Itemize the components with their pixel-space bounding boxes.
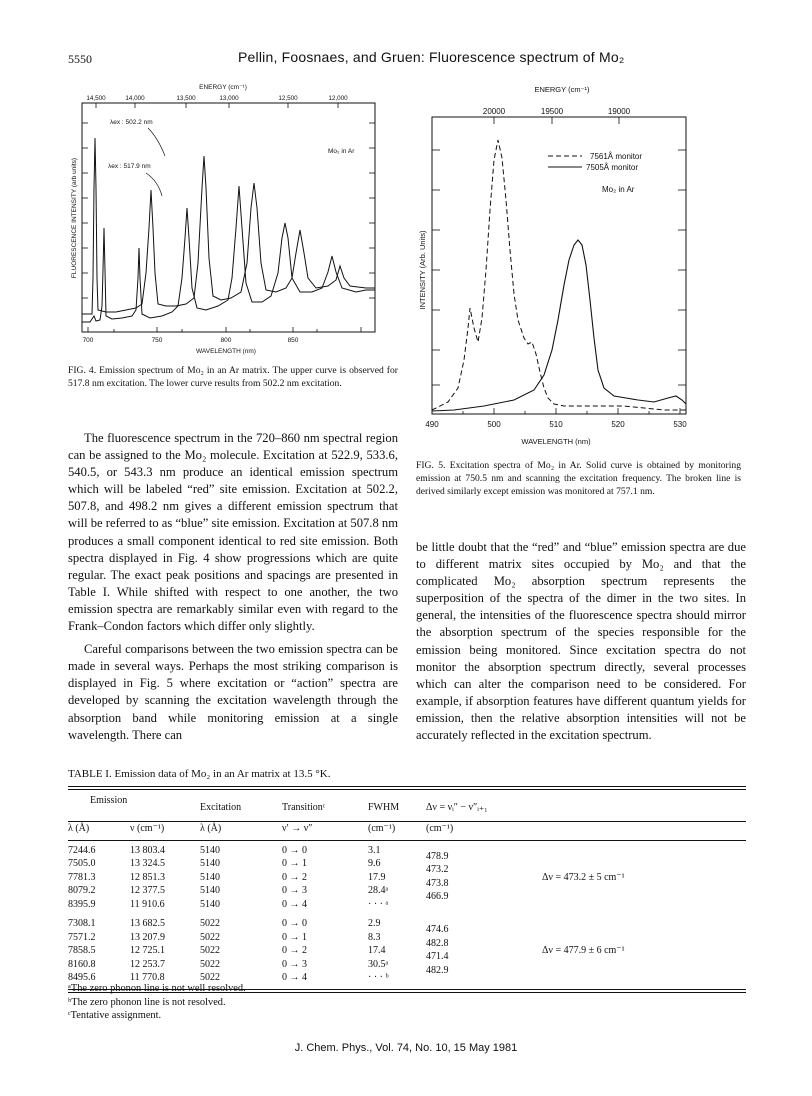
col-header-lambda: λ (Å)	[68, 823, 90, 835]
fig5-x-axis-label: WAVELENGTH (nm)	[521, 437, 591, 446]
col-header-fwhm: FWHM	[368, 802, 400, 813]
table-row: 7781.3 12 851.3 5140 0 → 2 17.9	[68, 871, 386, 883]
journal-footer: J. Chem. Phys., Vol. 74, No. 10, 15 May 1981	[294, 1042, 518, 1054]
fig5-top-tick: 19500	[540, 107, 564, 116]
average-spacing: Δν = 473.2 ± 5 cm⁻¹	[542, 871, 625, 883]
fig4-caption: FIG. 4. Emission spectrum of Mo₂ in an Ar matrix. The upper curve is observed for 517.8 nm excitation. The lower curve results from 502.2 nm excitation.	[68, 365, 398, 390]
right-column-text	[416, 539, 746, 750]
emission-group-2	[68, 917, 746, 985]
fig4-annotation-lower: λex : 517.9 nm	[108, 163, 151, 170]
col-header-excitation-unit: λ (Å)	[200, 823, 222, 835]
table-rule-top	[68, 786, 746, 787]
fig5-legend-solid: 7505Å monitor	[586, 163, 639, 172]
fig5-matrix-label: Mo₂ in Ar	[602, 185, 635, 194]
left-column-text	[68, 430, 398, 750]
footnote-b: ᵇThe zero phonon line is not resolved.	[68, 996, 226, 1008]
fig4-top-tick: 13,000	[219, 95, 239, 102]
paragraph: The fluorescence spectrum in the 720–860 nm spectral region can be assigned to the Mo₂ molecule. Excitation at 522.9, 533.6, 540.5, or 543.3 nm produce an identical emission spectrum which will be labeled “red” site emission. Excitation at 502.2, 507.8, and 498.2 nm gives a different emission spectrum that will be referred to as “blue” site emission. Excitation at 507.8 nm produces a small component identical to red site emission. Both spectra displayed in Fig. 4 show progressions which are quite regular. The exact peak positions and spacings are presented in Table I. While shifted with respect to one another, the two emission spectra are remarkably similar even with regard to the Frank–Condon factors which differ only slightly.	[68, 431, 398, 634]
fig5-bottom-tick: 520	[611, 420, 625, 429]
fig4-x-axis-label: WAVELENGTH (nm)	[196, 348, 256, 355]
col-header-transition-sub: ν′ → ν″	[282, 823, 313, 835]
fig4-annotation-arrow	[148, 128, 165, 156]
fig5-solid-curve	[432, 240, 686, 411]
table-row: 7244.6 13 803.4 5140 0 → 0 3.1 478.9 473.2 473.8 466.9 Δν = 473.2 ± 5 cm⁻¹	[68, 844, 625, 902]
col-header-fwhm-unit: (cm⁻¹)	[368, 823, 396, 835]
emission-group-1	[68, 844, 746, 912]
fig5-bottom-tick: 530	[673, 420, 687, 429]
figure-4	[66, 78, 396, 363]
col-header-emission: Emission	[90, 795, 128, 807]
col-header-delta-nu: Δν = νᵢ″ − ν″ᵢ₊₁	[426, 802, 488, 813]
fig5-caption: FIG. 5. Excitation spectra of Mo₂ in Ar. Solid curve is obtained by monitoring emission at 750.5 nm and scanning the excitation frequency. The broken line is derived similarly except emission was monitored at 757.1 nm.	[416, 460, 741, 498]
page-number: 5550	[68, 52, 92, 66]
table-row: 8395.9 11 910.6 5140 0 → 4 · · · ᵃ	[68, 898, 389, 910]
spacing-value: 474.6	[426, 924, 449, 935]
spacing-value: 473.2	[426, 864, 449, 875]
fig5-bottom-tick: 490	[425, 420, 439, 429]
fig4-bottom-tick: 800	[220, 337, 232, 344]
fig5-y-axis-label: INTENSITY (Arb. Units)	[418, 230, 427, 310]
fig4-bottom-tick: 850	[287, 337, 299, 344]
table-footnotes	[68, 982, 468, 1023]
fig5-top-axis-label: ENERGY (cm⁻¹)	[534, 85, 590, 94]
table-row: 7308.1 13 682.5 5022 0 → 0 2.9 474.6 482.8 471.4 482.9 Δν = 477.9 ± 6 cm⁻¹	[68, 918, 625, 976]
table-rule-top	[68, 789, 746, 790]
col-header-transition: Transitionᶜ	[282, 802, 326, 813]
fig5-plot-frame	[432, 117, 686, 414]
fig4-matrix-label: Mo₂ in Ar	[328, 148, 355, 155]
figure-5	[414, 80, 704, 450]
fig4-annotation-upper: λex : 502.2 nm	[110, 119, 153, 126]
running-title: Pellin, Foosnaes, and Gruen: Fluorescence spectrum of Mo₂	[238, 49, 625, 65]
fig4-top-tick: 14,000	[125, 95, 145, 102]
col-header-delta-nu-unit: (cm⁻¹)	[426, 823, 454, 835]
fig4-top-tick: 12,000	[328, 95, 348, 102]
table-i	[68, 786, 746, 993]
fig4-top-tick: 14,500	[86, 95, 106, 102]
fig4-bottom-tick: 700	[82, 337, 94, 344]
footnote-a: ᵃThe zero phonon line is not well resolved.	[68, 983, 246, 994]
fig5-dashed-curve	[432, 140, 686, 410]
fig5-legend-dashed: 7561Å monitor	[590, 152, 643, 161]
col-header-excitation: Excitation	[200, 802, 242, 813]
fig5-top-tick: 19000	[607, 107, 631, 116]
spacing-value: 473.8	[426, 877, 449, 889]
table-row: 7571.2 13 207.9 5022 0 → 1 8.3	[68, 931, 381, 943]
fig4-top-tick: 12,500	[278, 95, 298, 102]
table-row: 7858.5 12 725.1 5022 0 → 2 17.4	[68, 945, 386, 957]
spacing-value: 482.8	[426, 937, 449, 949]
fig5-top-tick: 20000	[482, 107, 506, 116]
col-header-nu: ν (cm⁻¹)	[130, 823, 165, 835]
emission-table	[68, 794, 746, 836]
fig4-top-axis-label: ENERGY (cm⁻¹)	[199, 84, 247, 91]
table-row: 8160.8 12 253.7 5022 0 → 3 30.5ᵃ	[68, 958, 389, 970]
spacing-value: 466.9	[426, 891, 449, 902]
fig4-bottom-tick: 750	[151, 337, 163, 344]
fig5-bottom-tick: 510	[549, 420, 563, 429]
footnote-c: ᶜTentative assignment.	[68, 1010, 162, 1022]
paragraph: Careful comparisons between the two emission spectra can be made in several ways. Perhaps the most striking comparison is displayed in Fig. 5 where excitation or “action” spectra are developed by scanning the excitation wavelength through the absorption band while monitoring emission at a single wavelength. There can	[68, 642, 398, 742]
fig4-lower-spectrum	[82, 186, 375, 322]
spacing-value: 478.9	[426, 850, 449, 862]
fig4-annotation-arrow	[146, 173, 162, 196]
paragraph: be little doubt that the “red” and “blue” emission spectra are due to different matrix sites occupied by Mo₂ and that the complicated Mo₂ absorption spectrum represents the superposition of the spectra of the dimer in the two sites. In general, the intensities of the fluorescence spectra should mirror the absorption spectrum of the species responsible for the emission being monitored. Since excitation spectra do not monitor the absorption spectrum directly, several processes which can alter the comparison need to be considered. For example, if absorption features have different quantum yields for emission, then the relative absorption intensities will not be accurately reflected in the excitation spectrum.	[416, 540, 746, 743]
table-row: 7505.0 13 324.5 5140 0 → 1 9.6	[68, 858, 381, 870]
spacing-value: 482.9	[426, 964, 449, 976]
fig4-top-tick: 13,500	[176, 95, 196, 102]
spacing-value: 471.4	[426, 951, 449, 962]
table-rule	[68, 840, 746, 841]
fig4-y-axis-label: FLUORESCENCE INTENSITY (arb units)	[71, 157, 78, 279]
table-row: 8079.2 12 377.5 5140 0 → 3 28.4ᵃ	[68, 885, 389, 897]
fig5-bottom-tick: 500	[487, 420, 501, 429]
table-title: TABLE I. Emission data of Mo₂ in an Ar matrix at 13.5 °K.	[68, 768, 331, 780]
average-spacing: Δν = 477.9 ± 6 cm⁻¹	[542, 945, 625, 957]
table-row: 8495.6 11 770.8 5022 0 → 4 · · · ᵇ	[68, 972, 389, 984]
